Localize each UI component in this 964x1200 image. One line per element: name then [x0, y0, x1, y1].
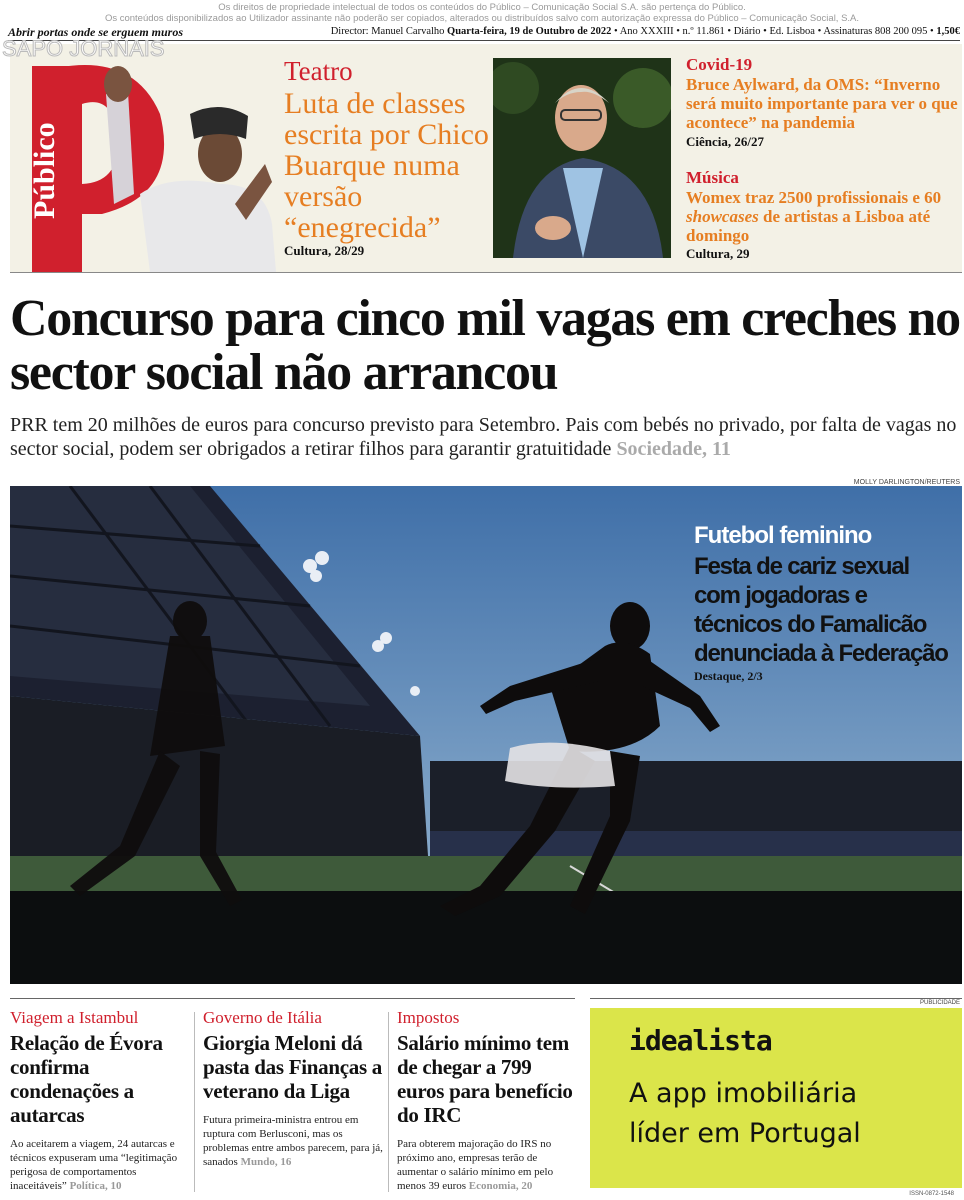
story-kicker: Governo de Itália: [203, 1008, 322, 1027]
divider: [10, 272, 962, 273]
story-section: Política, 10: [69, 1180, 122, 1192]
lead-standfirst-text: PRR tem 20 milhões de euros para concurso previsto para Setembro. Pais com bebés no privado, por falta de vagas no sector social, podem ser obrigados a retirar filhos para garantir gratuitidade: [10, 414, 957, 460]
issue-meta: [331, 26, 960, 37]
futebol-headline[interactable]: Festa de cariz sexual com jogadoras e técnicos do Famalicão denunciada à Federação: [694, 553, 948, 667]
story-summary-text: Futura primeira-ministra entrou em ruptura com Berlusconi, mas os problemas entre ambos parecem, para já, sanados: [203, 1114, 383, 1168]
story-summary: [203, 1113, 385, 1169]
teatro-kicker: Teatro: [284, 56, 353, 86]
covid-section: Ciência, 26/27: [686, 134, 764, 149]
covid-headline[interactable]: Bruce Aylward, da OMS: “Inverno será muito importante para ver o que acontece” na pandemia: [686, 75, 958, 132]
tagline: Abrir portas onde se erguem muros: [8, 25, 184, 39]
musica-section: Cultura, 29: [686, 246, 750, 261]
director: Director: Manuel Carvalho: [330, 26, 445, 37]
photo-credit: MOLLY DARLINGTON/REUTERS: [853, 479, 960, 486]
ad-line-2: líder em Portugal: [629, 1118, 861, 1149]
lead-standfirst: [10, 413, 960, 461]
story-headline[interactable]: Giorgia Meloni dá pasta das Finanças a veterano da Liga: [203, 1031, 382, 1103]
issn: ISSN-0872-1548: [909, 1191, 954, 1197]
copyright-line-1: Os direitos de propriedade intelectual de todos os conteúdos do Público – Comunicação Social S.A. são pertença do Público.: [218, 2, 746, 13]
teatro-section: Cultura, 28/29: [284, 243, 365, 258]
ad-line-1: A app imobiliária: [629, 1078, 858, 1109]
musica-headline[interactable]: [686, 188, 961, 245]
story-section: Economia, 20: [468, 1180, 533, 1192]
futebol-kicker: Futebol feminino: [694, 522, 872, 549]
column-divider: [388, 1012, 389, 1192]
musica-kicker: Música: [686, 168, 739, 187]
musica-headline-post: de artistas a Lisboa até domingo: [686, 207, 931, 245]
ad-brand: idealista: [629, 1024, 772, 1057]
teatro-headline[interactable]: Luta de classes escrita por Chico Buarque numa versão “enegrecida”: [284, 87, 489, 244]
column-divider: [194, 1012, 195, 1192]
logo-artwork: [10, 44, 290, 272]
logo-wordmark: Público: [28, 122, 61, 219]
publico-logo: [10, 44, 290, 272]
aylward-photo-artwork: [493, 58, 671, 258]
covid-kicker: Covid-19: [686, 55, 753, 74]
issue-details: • Ano XXXIII • n.º 11.861 • Diário • Ed. Lisboa • Assinaturas 808 200 095 •: [613, 26, 934, 37]
copyright-line-2: Os conteúdos disponibilizados ao Utilizador assinante não poderão ser copiados, alterados ou distribuídos salvo com autorização expressa do Público – Comunicação Social, S.A.: [104, 13, 860, 24]
story-summary-text: Para obterem majoração do IRS no próximo ano, empresas terão de aumentar o salário mínimo em pelo menos 39 euros: [397, 1138, 554, 1192]
story-istambul[interactable]: [10, 1008, 192, 1193]
story-impostos[interactable]: [397, 1008, 579, 1193]
divider: [10, 998, 575, 999]
lead-headline[interactable]: Concurso para cinco mil vagas em creches no sector social não arrancou: [10, 290, 960, 401]
lead-section: Sociedade, 11: [616, 438, 731, 460]
aylward-photo: [493, 58, 671, 258]
story-headline[interactable]: Salário mínimo tem de chegar a 799 euros para benefício do IRC: [397, 1031, 573, 1127]
story-kicker: Viagem a Istambul: [10, 1008, 139, 1027]
sapo-watermark: SAPO JORNAIS: [2, 36, 165, 61]
story-italia[interactable]: [203, 1008, 385, 1169]
issue-date: Quarta-feira, 19 de Outubro de 2022: [447, 26, 612, 37]
musica-headline-pre: Womex traz 2500 profissionais e 60: [686, 188, 942, 207]
story-summary-text: Ao aceitarem a viagem, 24 autarcas e técnicos expuseram uma “legitimação perigosa de comportamentos inaceitáveis”: [10, 1138, 178, 1192]
story-kicker: Impostos: [397, 1008, 460, 1027]
story-section: Mundo, 16: [240, 1156, 292, 1168]
divider: [590, 998, 962, 999]
story-summary: [397, 1137, 579, 1193]
price: 1,50€: [936, 26, 960, 37]
futebol-section: Destaque, 2/3: [694, 669, 763, 683]
musica-headline-italic: showcases: [686, 207, 759, 226]
story-headline[interactable]: Relação de Évora confirma condenações a autarcas: [10, 1031, 163, 1127]
story-summary: [10, 1137, 192, 1193]
advertising-label: PUBLICIDADE: [919, 1000, 960, 1006]
